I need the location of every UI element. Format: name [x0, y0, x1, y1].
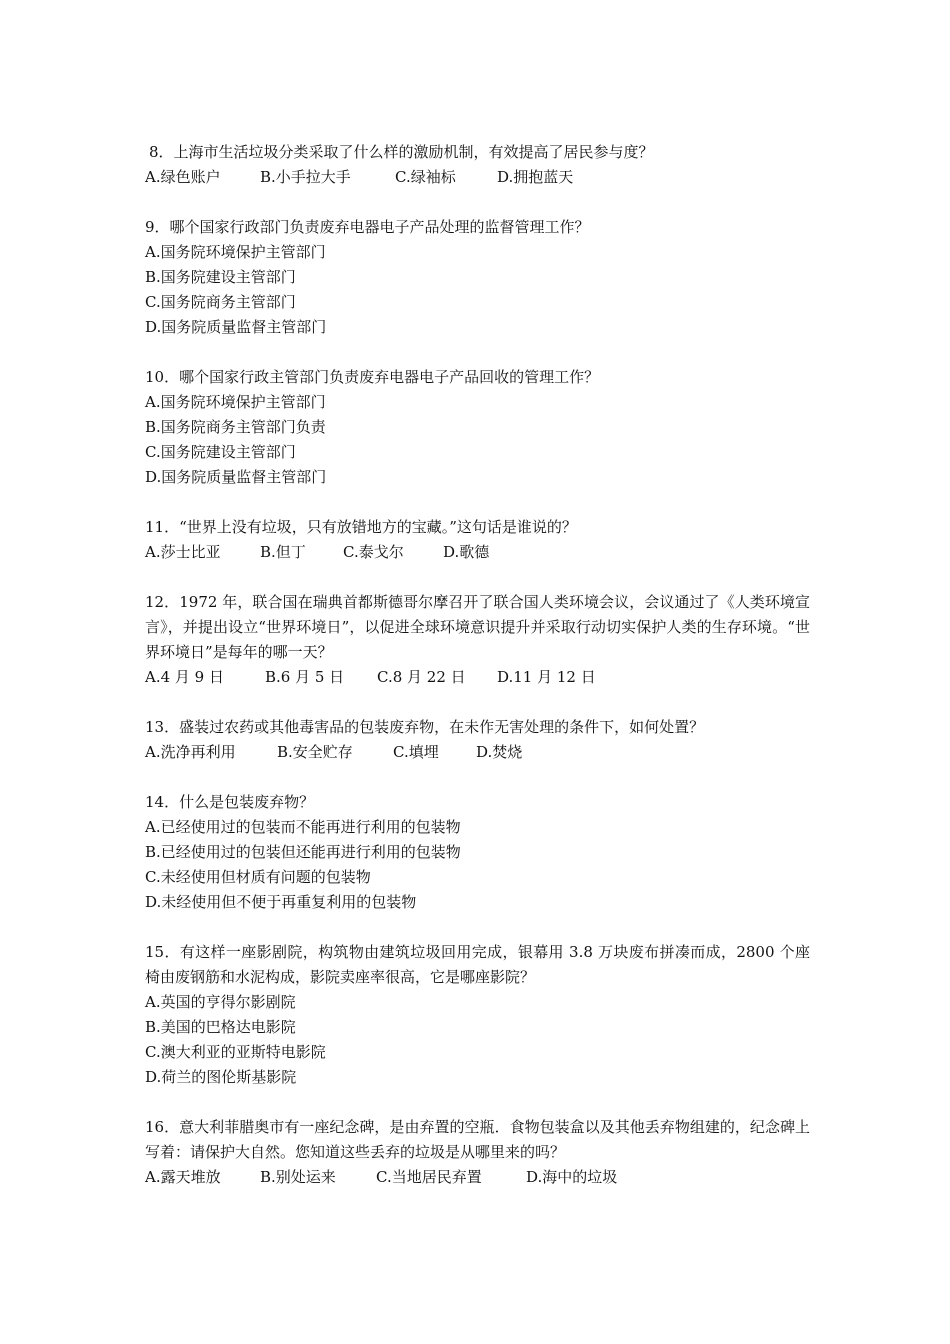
option-c: C.未经使用但材质有问题的包装物	[145, 868, 371, 886]
option-d: D.荷兰的图伦斯基影院	[145, 1068, 297, 1086]
question-stem: 10．哪个国家行政主管部门负责废弃电器电子产品回收的管理工作？	[145, 368, 600, 386]
option-d: D.海中的垃圾	[526, 1168, 618, 1186]
question-14	[145, 790, 810, 915]
option-b: B.国务院建设主管部门	[145, 268, 296, 286]
option-row	[145, 540, 810, 565]
option-c: C.绿袖标	[395, 168, 456, 186]
option-d: D.拥抱蓝天	[497, 168, 574, 186]
option-a: A.英国的亨得尔影剧院	[145, 993, 296, 1011]
question-12	[145, 590, 810, 690]
question-stem: 8．上海市生活垃圾分类采取了什么样的激励机制，有效提高了居民参与度？	[149, 143, 654, 161]
option-c: C.国务院商务主管部门	[145, 293, 296, 311]
option-row	[145, 665, 810, 690]
question-11	[145, 515, 810, 565]
option-c: C.当地居民弃置	[376, 1168, 482, 1186]
option-c: C.澳大利亚的亚斯特电影院	[145, 1043, 326, 1061]
question-13	[145, 715, 810, 765]
option-a: A.露天堆放	[145, 1168, 221, 1186]
option-b: B.但丁	[260, 543, 306, 561]
option-b: B.美国的巴格达电影院	[145, 1018, 296, 1036]
option-b: B.小手拉大手	[260, 168, 351, 186]
option-c: C.泰戈尔	[343, 543, 404, 561]
question-stem: 11．“世界上没有垃圾，只有放错地方的宝藏。”这句话是谁说的？	[145, 518, 577, 536]
option-b: B.6 月 5 日	[265, 668, 345, 686]
question-15	[145, 940, 810, 1090]
option-b: B.已经使用过的包装但还能再进行利用的包装物	[145, 843, 461, 861]
option-a: A.洗净再利用	[145, 743, 236, 761]
option-d: D.11 月 12 日	[497, 668, 596, 686]
option-b: B.国务院商务主管部门负责	[145, 418, 326, 436]
option-a: A.绿色账户	[145, 168, 221, 186]
option-b: B.别处运来	[260, 1168, 336, 1186]
question-stem: 13．盛装过农药或其他毒害品的包装废弃物，在未作无害处理的条件下，如何处置？	[145, 718, 705, 736]
question-list	[145, 140, 810, 1215]
option-a: A.4 月 9 日	[145, 668, 224, 686]
option-c: C.填埋	[393, 743, 439, 761]
question-8	[145, 140, 810, 190]
option-row	[145, 165, 810, 190]
question-stem: 12．1972 年，联合国在瑞典首都斯德哥尔摩召开了联合国人类环境会议，会议通过了《人类环境宣言》，并提出设立“世界环境日”，以促进全球环境意识提升并采取行动切实保护人类的生存环境。“世界环境日”是每年的哪一天？	[145, 593, 810, 661]
option-d: D.国务院质量监督主管部门	[145, 318, 327, 336]
option-row	[145, 740, 810, 765]
question-9	[145, 215, 810, 340]
option-c: C.8 月 22 日	[377, 668, 466, 686]
option-a: A.已经使用过的包装而不能再进行利用的包装物	[145, 818, 461, 836]
question-stem: 14．什么是包装废弃物？	[145, 793, 315, 811]
option-a: A.国务院环境保护主管部门	[145, 393, 326, 411]
option-d: D.歌德	[443, 543, 490, 561]
question-10	[145, 365, 810, 490]
option-d: D.国务院质量监督主管部门	[145, 468, 327, 486]
option-d: D.未经使用但不便于再重复利用的包装物	[145, 893, 417, 911]
option-b: B.安全贮存	[277, 743, 353, 761]
option-c: C.国务院建设主管部门	[145, 443, 296, 461]
option-row	[145, 1165, 810, 1190]
option-a: A.莎士比亚	[145, 543, 221, 561]
option-d: D.焚烧	[476, 743, 523, 761]
question-stem: 16．意大利菲腊奥市有一座纪念碑，是由弃置的空瓶．食物包装盒以及其他丢弃物组建的，纪念碑上写着：请保护大自然。您知道这些丢弃的垃圾是从哪里来的吗？	[145, 1118, 810, 1161]
question-16	[145, 1115, 810, 1190]
question-stem: 9．哪个国家行政部门负责废弃电器电子产品处理的监督管理工作？	[145, 218, 590, 236]
option-a: A.国务院环境保护主管部门	[145, 243, 326, 261]
question-stem: 15．有这样一座影剧院，构筑物由建筑垃圾回用完成，银幕用 3.8 万块废布拼凑而成，2800 个座椅由废钢筋和水泥构成，影院卖座率很高，它是哪座影院？	[145, 943, 810, 986]
